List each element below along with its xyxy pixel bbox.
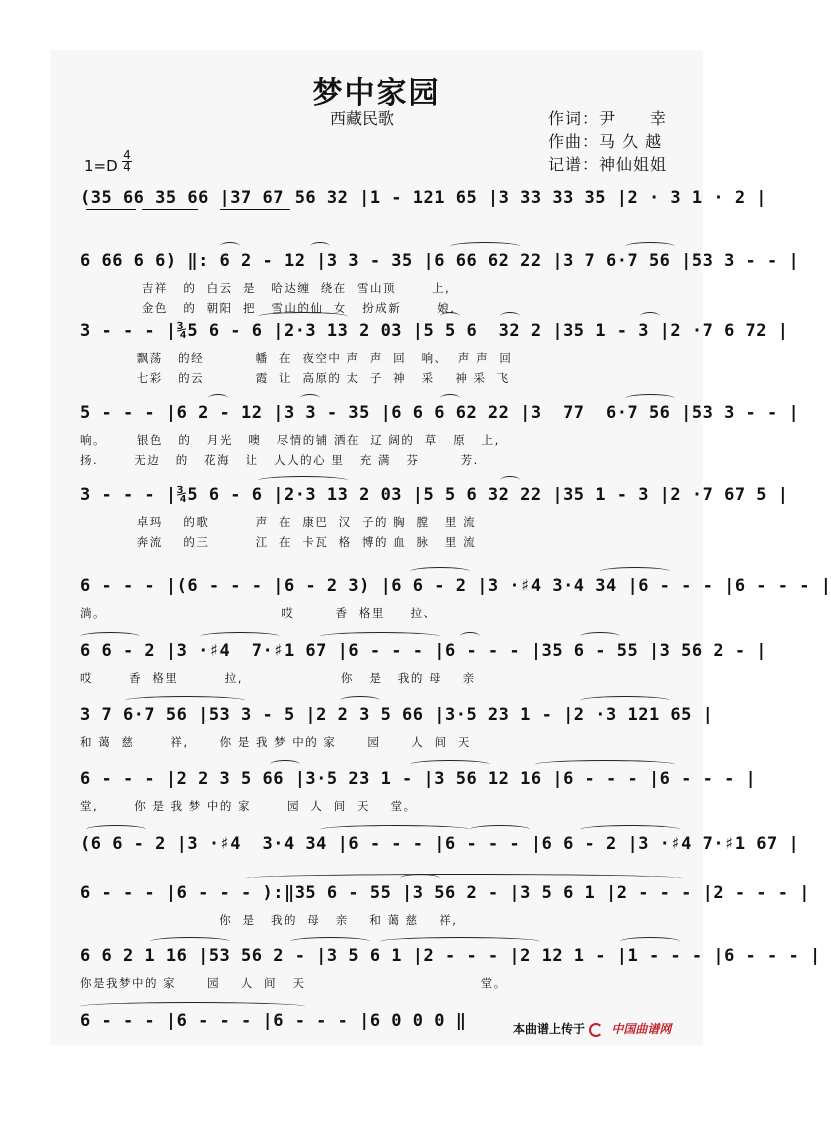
lyric-verse-1: 响。 银色 的 月光 噢 尽情的铺 洒在 辽 阔的 草 原 上, bbox=[80, 433, 500, 447]
notation-line: 6 - - - |2 2 3 5 66 |3·5 23 1 - |3 56 12 16 |6 - - - |6 - - - | bbox=[80, 769, 757, 789]
notation-line: 5 - - - |6 2 - 12 |3 3 - 35 |6 6 6 62 22 |3 77 6·7 56 |53 3 - - | bbox=[80, 403, 800, 423]
notation-line: 6 - - - |6 - - - |6 - - - |6 0 0 0 ‖ bbox=[80, 1011, 467, 1031]
site-logo-icon bbox=[589, 1023, 603, 1037]
song-title: 梦中家园 bbox=[312, 76, 441, 111]
notation-line: 6 6 - 2 |3 ·♯4 7·♯1 67 |6 - - - |6 - - - |35 6 - 55 |3 56 2 - | bbox=[80, 641, 768, 661]
notation-line: (35 66 35 66 |37 67 56 32 |1 - 121 65 |3 33 33 35 |2 · 3 1 · 2 | bbox=[80, 188, 768, 208]
lyric-verse-2: 金色 的 朝阳 把 雪山的仙 女 扮成新 娘, bbox=[80, 301, 456, 315]
site-brand[interactable] bbox=[611, 1022, 671, 1036]
time-signature bbox=[122, 150, 132, 173]
lyric-verse-2: 扬. 无边 的 花海 让 人人的心 里 充 满 芬 芳. bbox=[80, 453, 479, 467]
lyric-verse-1: 你 是 我的 母 亲 和 蔼 慈 祥, bbox=[80, 913, 458, 927]
time-signature-top: 4 bbox=[123, 148, 131, 162]
lyric-verse-1: 和 蔼 慈 祥, 你 是 我 梦 中的 家 园 人 间 天 bbox=[80, 735, 471, 749]
upload-credit-label: 本曲谱上传于 bbox=[513, 1022, 586, 1036]
composer-credit: 作曲：马 久 越 bbox=[548, 132, 663, 151]
notation-line: 3 - - - |¾5 6 - 6 |2·3 13 2 03 |5 5 6 32 22 |35 1 - 3 |2 ·7 67 5 | bbox=[80, 485, 789, 505]
lyric-verse-1: 堂, 你 是 我 梦 中的 家 园 人 间 天 堂。 bbox=[80, 799, 417, 813]
notation-line: 3 - - - |¾5 6 - 6 |2·3 13 2 03 |5 5 6 32 2 |35 1 - 3 |2 ·7 6 72 | bbox=[80, 321, 789, 341]
lyricist-credit: 作词：尹 幸 bbox=[548, 109, 668, 128]
transcriber-credit: 记谱：神仙姐姐 bbox=[548, 155, 668, 174]
lyric-verse-1: 卓玛 的歌 声 在 康巴 汉 子的 胸 膛 里 流 bbox=[80, 515, 477, 529]
notation-line: 6 66 6 6) ‖: 6 2 - 12 |3 3 - 35 |6 66 62 22 |3 7 6·7 56 |53 3 - - | bbox=[80, 251, 800, 271]
site-brand-rest: 曲谱网 bbox=[635, 1022, 672, 1036]
lyric-verse-1: 哎 香 格里 拉, 你 是 我的 母 亲 bbox=[80, 671, 476, 685]
lyric-verse-2: 七彩 的云 霞 让 高原的 太 子 神 采 神 采 飞 bbox=[80, 371, 510, 385]
upload-credit bbox=[513, 1020, 671, 1037]
notation-line: (6 6 - 2 |3 ·♯4 3·4 34 |6 - - - |6 - - - |6 6 - 2 |3 ·♯4 7·♯1 67 | bbox=[80, 834, 800, 854]
score-sheet bbox=[50, 50, 831, 1045]
notation-line: 6 - - - |6 - - - ):‖35 6 - 55 |3 56 2 - |3 5 6 1 |2 - - - |2 - - - | bbox=[80, 883, 810, 903]
notation-line: 6 - - - |(6 - - - |6 - 2 3) |6 6 - 2 |3 ·♯4 3·4 34 |6 - - - |6 - - - | bbox=[80, 576, 831, 596]
lyric-verse-2: 奔流 的三 江 在 卡瓦 格 博的 血 脉 里 流 bbox=[80, 535, 477, 549]
song-subtitle: 西藏民歌 bbox=[330, 109, 395, 128]
lyric-verse-1: 吉祥 的 白云 是 哈达缠 绕在 雪山顶 上, bbox=[80, 281, 451, 295]
time-signature-bottom: 4 bbox=[123, 160, 131, 174]
lyric-verse-1: 你是我梦中的 家 园 人 间 天 堂。 bbox=[80, 976, 507, 990]
notation-line: 3 7 6·7 56 |53 3 - 5 |2 2 3 5 66 |3·5 23 1 - |2 ·3 121 65 | bbox=[80, 705, 714, 725]
site-brand-cn: 中国 bbox=[611, 1022, 636, 1036]
notation-line: 6 6 2 1 16 |53 56 2 - |3 5 6 1 |2 - - - |2 12 1 - |1 - - - |6 - - - | bbox=[80, 946, 821, 966]
lyric-verse-1: 飘荡 的经 幡 在 夜空中 声 声 回 响、 声 声 回 bbox=[80, 351, 513, 365]
lyric-verse-1: 淌。 哎 香 格里 拉、 bbox=[80, 606, 437, 620]
key-signature: 1=D bbox=[84, 157, 118, 175]
